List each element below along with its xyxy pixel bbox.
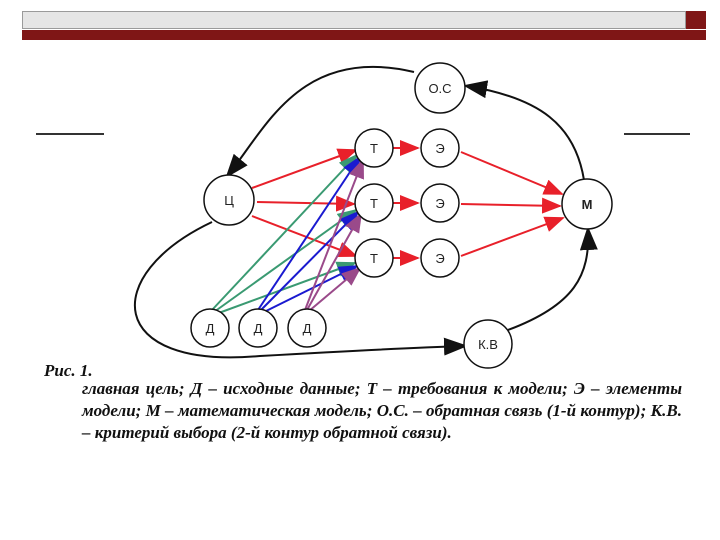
node-input-label: Д [205,321,215,336]
el3-to-model-arrow [461,218,563,256]
node-goal [204,175,254,225]
node-criterion [464,320,512,368]
node-requirement-label: Т [370,251,378,266]
node-feedback [415,63,465,113]
loop-model-to-feedback-arrow [467,86,584,180]
node-input [288,309,326,347]
input2-to-req2-arrow [260,212,358,311]
node-goal-label: Ц [224,193,234,208]
node-requirement [355,184,393,222]
node-input-label: Д [253,321,263,336]
node-element [421,184,459,222]
goal-to-req2-arrow [257,202,354,204]
node-input-label: Д [302,321,312,336]
node-requirement [355,239,393,277]
node-element [421,129,459,167]
node-requirement-label: Т [370,141,378,156]
node-requirement [355,129,393,167]
caption-body: главная цель; Д – исходные данные; Т – требования к модели; Э – элементы модели; М – математическая модель; О.С. – обратная связь (1-й контур); К.В. – критерий выбора (2-й контур обратной связи). [82,379,682,442]
node-input [191,309,229,347]
input3-to-req2-arrow [307,214,361,310]
node-requirement-label: Т [370,196,378,211]
el1-to-model-arrow [461,152,562,194]
node-feedback-label: О.С [428,81,452,96]
node-element-label: Э [435,251,445,266]
el2-to-model-arrow [461,204,560,206]
input3-to-req1-arrow [305,160,363,310]
node-element-label: Э [435,196,445,211]
node-model-label: М [581,197,593,212]
node-input [239,309,277,347]
node-element [421,239,459,277]
input3-to-req3-arrow [309,268,360,311]
node-model [562,179,612,229]
node-element-label: Э [435,141,445,156]
caption-lead: Рис. 1. [44,361,93,380]
node-criterion-label: К.В [478,337,498,352]
goal-to-req1-arrow [252,150,356,188]
loop-criterion-to-model-arrow [508,230,588,330]
